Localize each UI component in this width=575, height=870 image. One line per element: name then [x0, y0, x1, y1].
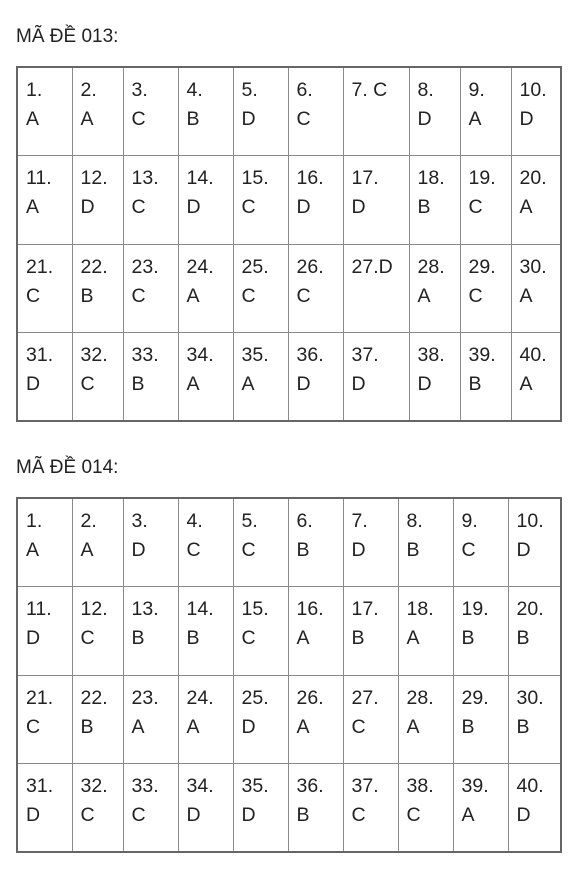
answer-text: 32. C: [80, 775, 108, 826]
answer-text: 12. C: [80, 598, 108, 649]
answer-text: 19. B: [461, 598, 489, 649]
answer-cell: [72, 244, 123, 333]
answer-cell: [460, 244, 511, 333]
answer-cell: [409, 333, 460, 422]
answer-cell: [17, 764, 72, 853]
answer-cell: [288, 244, 343, 333]
answer-text: 2. A: [80, 510, 97, 561]
answer-cell: [17, 675, 72, 764]
answer-cell: [409, 244, 460, 333]
answer-cell: [178, 764, 233, 853]
answer-text: 13. C: [131, 167, 159, 218]
answer-text: 1. A: [26, 510, 43, 561]
answer-text: 2. A: [80, 79, 97, 130]
answer-cell: [72, 587, 123, 676]
answer-cell: [17, 587, 72, 676]
answer-cell: [460, 156, 511, 245]
answer-text: 22. B: [80, 255, 108, 307]
answer-cell: [511, 244, 561, 333]
answer-text: 26. C: [296, 255, 324, 307]
answer-cell: [453, 587, 508, 676]
answer-text: 24. A: [186, 255, 214, 307]
answer-cell: [288, 156, 343, 245]
answer-text: 25. D: [241, 686, 269, 738]
answer-text: 31. D: [26, 775, 54, 826]
answer-cell: [123, 333, 178, 422]
answer-text: 27. C: [351, 686, 379, 738]
answer-text: 40. A: [519, 344, 547, 395]
answer-text: 28. A: [406, 686, 434, 738]
answer-cell: [178, 587, 233, 676]
answer-cell: [460, 333, 511, 422]
answer-cell: [233, 67, 288, 156]
table-row: [17, 675, 561, 764]
answer-cell: [511, 333, 561, 422]
answer-text: 33. C: [131, 775, 159, 826]
answer-text: 9. C: [461, 510, 478, 561]
answer-text: 4. B: [186, 79, 203, 130]
answer-text: 1. A: [26, 79, 43, 130]
answer-cell: [288, 675, 343, 764]
answer-cell: [288, 67, 343, 156]
answer-text: 30. B: [516, 686, 544, 738]
answer-text: 20. A: [519, 167, 547, 218]
answer-text: 11. A: [26, 167, 52, 218]
answer-cell: [233, 764, 288, 853]
answer-cell: [72, 675, 123, 764]
answer-text: 40. D: [516, 775, 544, 826]
answer-cell: [343, 156, 409, 245]
answer-cell: [460, 67, 511, 156]
answer-text: 36. D: [296, 344, 324, 395]
answer-cell: [288, 498, 343, 587]
answer-text: 29. C: [468, 255, 496, 307]
answer-text: 8. D: [417, 79, 434, 130]
answer-text: 11. D: [26, 598, 52, 649]
answer-text: 20. B: [516, 598, 544, 649]
answer-cell: [508, 764, 561, 853]
answer-cell: [453, 498, 508, 587]
answer-text: 38. C: [406, 775, 434, 826]
answer-text: 15. C: [241, 167, 269, 218]
answer-text: 18. B: [417, 167, 445, 218]
answer-text: 24. A: [186, 686, 214, 738]
answer-cell: [233, 498, 288, 587]
answer-cell: [123, 587, 178, 676]
answer-cell: [343, 244, 409, 333]
answer-text: 34. D: [186, 775, 214, 826]
answer-text: 16. D: [296, 167, 324, 218]
answer-key-table: [16, 497, 562, 853]
answer-text: 37. D: [351, 344, 379, 395]
answer-text: 10. D: [516, 510, 544, 561]
answer-key-table: [16, 66, 562, 422]
answer-text: 12. D: [80, 167, 108, 218]
answer-text: 7. D: [351, 510, 368, 561]
answer-text: 34. A: [186, 344, 214, 395]
answer-cell: [508, 498, 561, 587]
answer-cell: [233, 587, 288, 676]
answer-text: 28. A: [417, 255, 445, 307]
answer-cell: [17, 333, 72, 422]
answer-cell: [409, 156, 460, 245]
answer-cell: [123, 675, 178, 764]
answer-text: 37. C: [351, 775, 379, 826]
answer-text: 35. D: [241, 775, 269, 826]
answer-cell: [178, 156, 233, 245]
answer-text: 25. C: [241, 255, 269, 307]
answer-cell: [123, 156, 178, 245]
answer-text: 17. B: [351, 598, 379, 649]
answer-cell: [398, 675, 453, 764]
answer-cell: [398, 764, 453, 853]
answer-cell: [123, 764, 178, 853]
table-row: [17, 244, 561, 333]
answer-text: 17. D: [351, 167, 379, 218]
answer-cell: [123, 244, 178, 333]
answer-cell: [17, 244, 72, 333]
answer-cell: [511, 67, 561, 156]
answer-cell: [178, 333, 233, 422]
answer-cell: [72, 498, 123, 587]
section-title: MÃ ĐỀ 014:: [16, 457, 119, 478]
answer-text: 26. A: [296, 686, 324, 738]
answer-text: 29. B: [461, 686, 489, 738]
answer-cell: [508, 675, 561, 764]
answer-text: 10. D: [519, 79, 547, 130]
answer-cell: [178, 67, 233, 156]
answer-text: 3. C: [131, 79, 148, 130]
answer-cell: [409, 67, 460, 156]
answer-text: 23. A: [131, 686, 159, 738]
answer-text: 6. C: [296, 79, 313, 130]
answer-text: 21. C: [26, 686, 54, 738]
answer-text: 3. D: [131, 510, 148, 561]
answer-text: 13. B: [131, 598, 159, 649]
answer-text: 4. C: [186, 510, 203, 561]
answer-cell: [288, 764, 343, 853]
answer-cell: [72, 156, 123, 245]
table-row: [17, 587, 561, 676]
answer-cell: [288, 587, 343, 676]
answer-cell: [17, 498, 72, 587]
answer-cell: [72, 764, 123, 853]
table-row: [17, 498, 561, 587]
answer-cell: [178, 244, 233, 333]
answer-cell: [511, 156, 561, 245]
answer-cell: [233, 333, 288, 422]
answer-text: 30. A: [519, 255, 547, 307]
answer-text: 6. B: [296, 510, 313, 561]
answer-text: 5. D: [241, 79, 258, 130]
answer-text: 27.D: [351, 255, 393, 278]
answer-text: 14. D: [186, 167, 214, 218]
answer-text: 23. C: [131, 255, 159, 307]
answer-cell: [343, 675, 398, 764]
answer-text: 32. C: [80, 344, 108, 395]
answer-text: 16. A: [296, 598, 324, 649]
answer-cell: [72, 67, 123, 156]
answer-cell: [508, 587, 561, 676]
answer-text: 7. C: [351, 79, 388, 101]
table-row: [17, 156, 561, 245]
answer-cell: [233, 156, 288, 245]
answer-text: 15. C: [241, 598, 269, 649]
answer-text: 39. A: [461, 775, 489, 826]
answer-cell: [453, 675, 508, 764]
answer-text: 8. B: [406, 510, 423, 561]
answer-text: 35. A: [241, 344, 269, 395]
answer-cell: [233, 244, 288, 333]
answer-text: 22. B: [80, 686, 108, 738]
section-title: MÃ ĐỀ 013:: [16, 26, 119, 47]
answer-cell: [72, 333, 123, 422]
table-row: [17, 333, 561, 422]
answer-cell: [343, 587, 398, 676]
answer-cell: [17, 156, 72, 245]
answer-text: 5. C: [241, 510, 258, 561]
answer-text: 9. A: [468, 79, 485, 130]
answer-text: 39. B: [468, 344, 496, 395]
answer-cell: [343, 764, 398, 853]
answer-cell: [123, 67, 178, 156]
answer-cell: [178, 498, 233, 587]
answer-cell: [398, 498, 453, 587]
answer-cell: [453, 764, 508, 853]
answer-text: 31. D: [26, 344, 54, 395]
answer-cell: [398, 587, 453, 676]
answer-text: 36. B: [296, 775, 324, 826]
answer-cell: [343, 67, 409, 156]
answer-text: 19. C: [468, 167, 496, 218]
answer-cell: [178, 675, 233, 764]
answer-text: 21. C: [26, 255, 54, 307]
answer-cell: [288, 333, 343, 422]
answer-cell: [343, 333, 409, 422]
answer-cell: [233, 675, 288, 764]
answer-text: 33. B: [131, 344, 159, 395]
answer-cell: [123, 498, 178, 587]
answer-cell: [17, 67, 72, 156]
answer-text: 14. B: [186, 598, 214, 649]
table-row: [17, 764, 561, 853]
answer-text: 18. A: [406, 598, 434, 649]
answer-text: 38. D: [417, 344, 445, 395]
table-row: [17, 67, 561, 156]
answer-cell: [343, 498, 398, 587]
